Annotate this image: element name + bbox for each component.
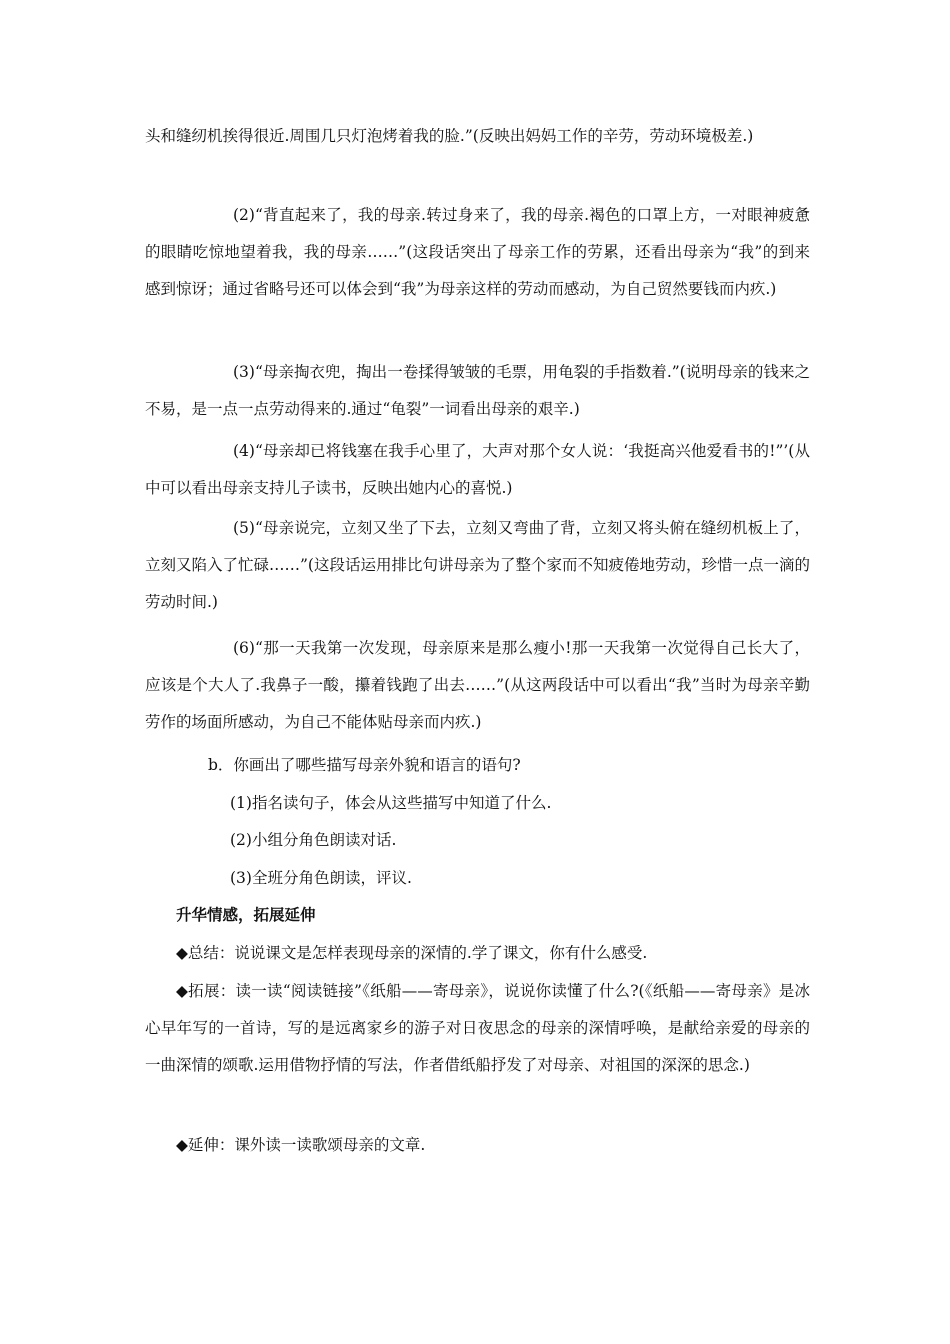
paragraph-item-2: (2)“背直起来了，我的母亲.转过身来了，我的母亲.褐色的口罩上方，一对眼神疲惫的眼睛吃惊地望着我，我的母亲……”(这段话突出了母亲工作的劳累，还看出母亲为“我”的到来感到惊讶；通过省略号还可以体会到“我”为母亲这样的劳动而感动，为自己贸然要钱而内疚.)	[145, 206, 810, 298]
step-2: (2)小组分角色朗读对话.	[230, 831, 397, 849]
paragraph-item-4: (4)“母亲却已将钱塞在我手心里了，大声对那个女人说：‘我挺高兴他爱看书的!”’(从中可以看出母亲支持儿子读书，反映出她内心的喜悦.)	[145, 442, 810, 497]
section-heading: 升华情感，拓展延伸	[176, 906, 316, 924]
paragraph-item-5: (5)“母亲说完，立刻又坐了下去，立刻又弯曲了背，立刻又将头俯在缝纫机板上了，立刻又陷入了忙碌……”(这段话运用排比句讲母亲为了整个家而不知疲倦地劳动，珍惜一点一滴的劳动时间.)	[145, 519, 810, 611]
step-3: (3)全班分角色朗读，评议.	[230, 869, 412, 887]
bullet-extend: ◆拓展：读一读“阅读链接”《纸船——寄母亲》，说说你读懂了什么?(《纸船——寄母亲》是冰心早年写的一首诗，写的是远离家乡的游子对日夜思念的母亲的深情呼唤，是献给亲爱的母亲的一曲深情的颂歌.运用借物抒情的写法，作者借纸船抒发了对母亲、对祖国的深深的思念.)	[145, 982, 810, 1074]
paragraph-item-6: (6)“那一天我第一次发现，母亲原来是那么瘦小!那一天我第一次觉得自己长大了，应该是个大人了.我鼻子一酸，攥着钱跑了出去……”(从这两段话中可以看出“我”当时为母亲辛勤劳作的场面所感动，为自己不能体贴母亲而内疚.)	[145, 639, 810, 731]
bullet-further: ◆延伸：课外读一读歌颂母亲的文章.	[176, 1136, 426, 1154]
paragraph-item-3: (3)“母亲掏衣兜，掏出一卷揉得皱皱的毛票，用龟裂的手指数着.”(说明母亲的钱来之不易，是一点一点劳动得来的.通过“龟裂”一词看出母亲的艰辛.)	[145, 363, 810, 418]
step-1: (1)指名读句子，体会从这些描写中知道了什么.	[230, 794, 552, 812]
paragraph-continuation: 头和缝纫机挨得很近.周围几只灯泡烤着我的脸.”(反映出妈妈工作的辛劳，劳动环境极差.)	[145, 127, 754, 145]
question-b: b．你画出了哪些描写母亲外貌和语言的语句?	[208, 756, 521, 774]
bullet-summary: ◆总结：说说课文是怎样表现母亲的深情的.学了课文，你有什么感受.	[176, 944, 648, 962]
